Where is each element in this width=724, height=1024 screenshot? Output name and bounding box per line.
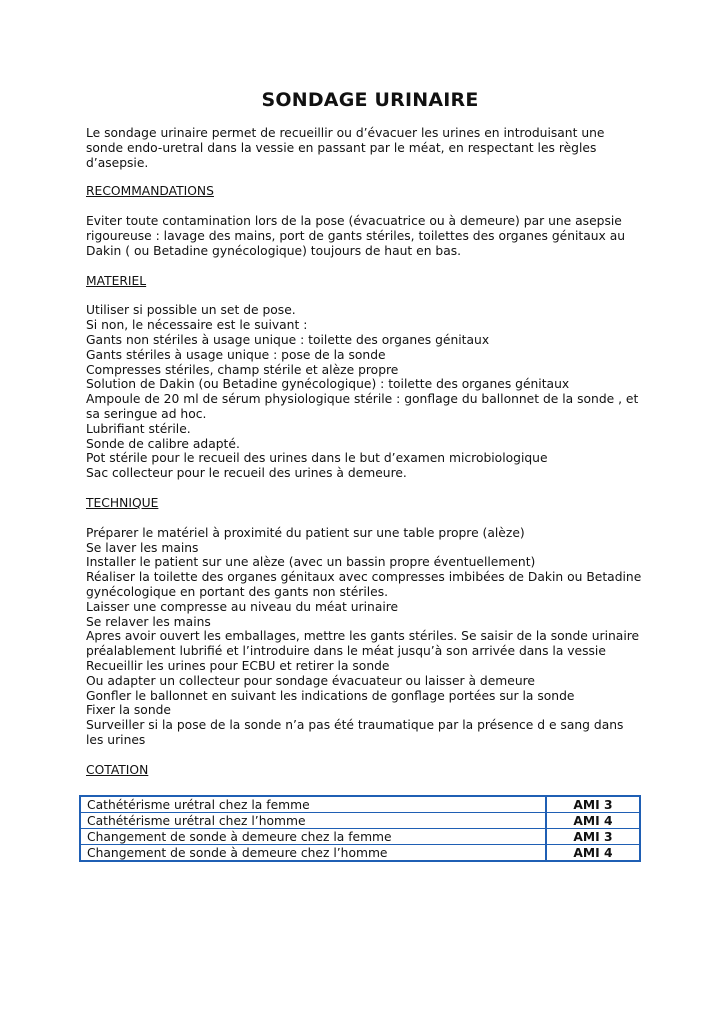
table-row [80,845,640,862]
section-heading-cotation: COTATION [86,762,149,777]
document-title: SONDAGE URINAIRE [261,89,479,111]
technique-step: Ou adapter un collecteur pour sondage évacuateur ou laisser à demeure [86,673,535,688]
materiel-list [86,303,642,481]
materiel-item: Gants non stériles à usage unique : toilette des organes génitaux [86,332,490,347]
technique-step: Préparer le matériel à proximité du patient sur une table propre (alèze) [86,525,525,540]
code-cell: AMI 3 [546,796,640,813]
recommandations-text: Eviter toute contamination lors de la pose (évacuatrice ou à demeure) par une asepsie rigoureuse : lavage des mains, port de gants stériles, toilettes des organes génitaux au Dakin ( ou Betadine gynécologique) toujours de haut en bas. [86,214,626,258]
code-cell: AMI 3 [546,829,640,845]
technique-step: Laisser une compresse au niveau du méat urinaire [86,599,399,614]
materiel-item: Utiliser si possible un set de pose. [86,303,296,318]
intro-paragraph: Le sondage urinaire permet de recueillir ou d’évacuer les urines en introduisant une sonde endo-uretral dans la vessie en passant par le méat, en respectant les règles d’asepsie. [86,126,605,170]
section-heading-recommandations: RECOMMANDATIONS [86,184,214,199]
technique-step: Apres avoir ouvert les emballages, mettre les gants stériles. Se saisir de la sonde urinaire préalablement lubrifié et l’introduire dans le méat jusqu’à son arrivée dans la vessie [86,629,640,659]
technique-list [86,526,642,748]
materiel-item: Solution de Dakin (ou Betadine gynécologique) : toilette des organes génitaux [86,377,570,392]
code-cell: AMI 4 [546,845,640,862]
technique-step: Réaliser la toilette des organes génitaux avec compresses imbibées de Dakin ou Betadine gynécologique en portant des gants non stériles. [86,570,642,599]
acte-cell: Cathétérisme urétral chez l’homme [80,813,546,829]
technique-step: Surveiller si la pose de la sonde n’a pas été traumatique par la présence d e sang dans les urines [86,718,624,747]
acte-cell: Cathétérisme urétral chez la femme [80,796,546,813]
cotation-table [79,795,641,862]
materiel-item: Si non, le nécessaire est le suivant : [86,318,308,333]
technique-step: Se laver les mains [86,540,199,555]
materiel-item: Sac collecteur pour le recueil des urines à demeure. [86,466,407,481]
table-row [80,829,640,845]
table-row [80,813,640,829]
acte-cell: Changement de sonde à demeure chez l’homme [80,845,546,862]
materiel-item: Ampoule de 20 ml de sérum physiologique stérile : gonflage du ballonnet de la sonde , et sa seringue ad hoc. [86,392,639,421]
section-heading-materiel: MATERIEL [86,273,147,288]
technique-step: Recueillir les urines pour ECBU et retirer la sonde [86,658,390,673]
materiel-item: Pot stérile pour le recueil des urines dans le but d’examen microbiologique [86,451,548,466]
materiel-item: Gants stériles à usage unique : pose de la sonde [86,347,386,362]
code-cell: AMI 4 [546,813,640,829]
section-heading-technique: TECHNIQUE [86,495,159,510]
table-row [80,796,640,813]
technique-step: Fixer la sonde [86,703,171,718]
acte-cell: Changement de sonde à demeure chez la femme [80,829,546,845]
technique-step: Installer le patient sur une alèze (avec un bassin propre éventuellement) [86,555,536,570]
technique-step: Gonfler le ballonnet en suivant les indications de gonflage portées sur la sonde [86,688,575,703]
document-page [86,86,642,862]
materiel-item: Sonde de calibre adapté. [86,436,240,451]
materiel-item: Compresses stériles, champ stérile et alèze propre [86,362,399,377]
materiel-item: Lubrifiant stérile. [86,421,191,436]
technique-step: Se relaver les mains [86,614,211,629]
